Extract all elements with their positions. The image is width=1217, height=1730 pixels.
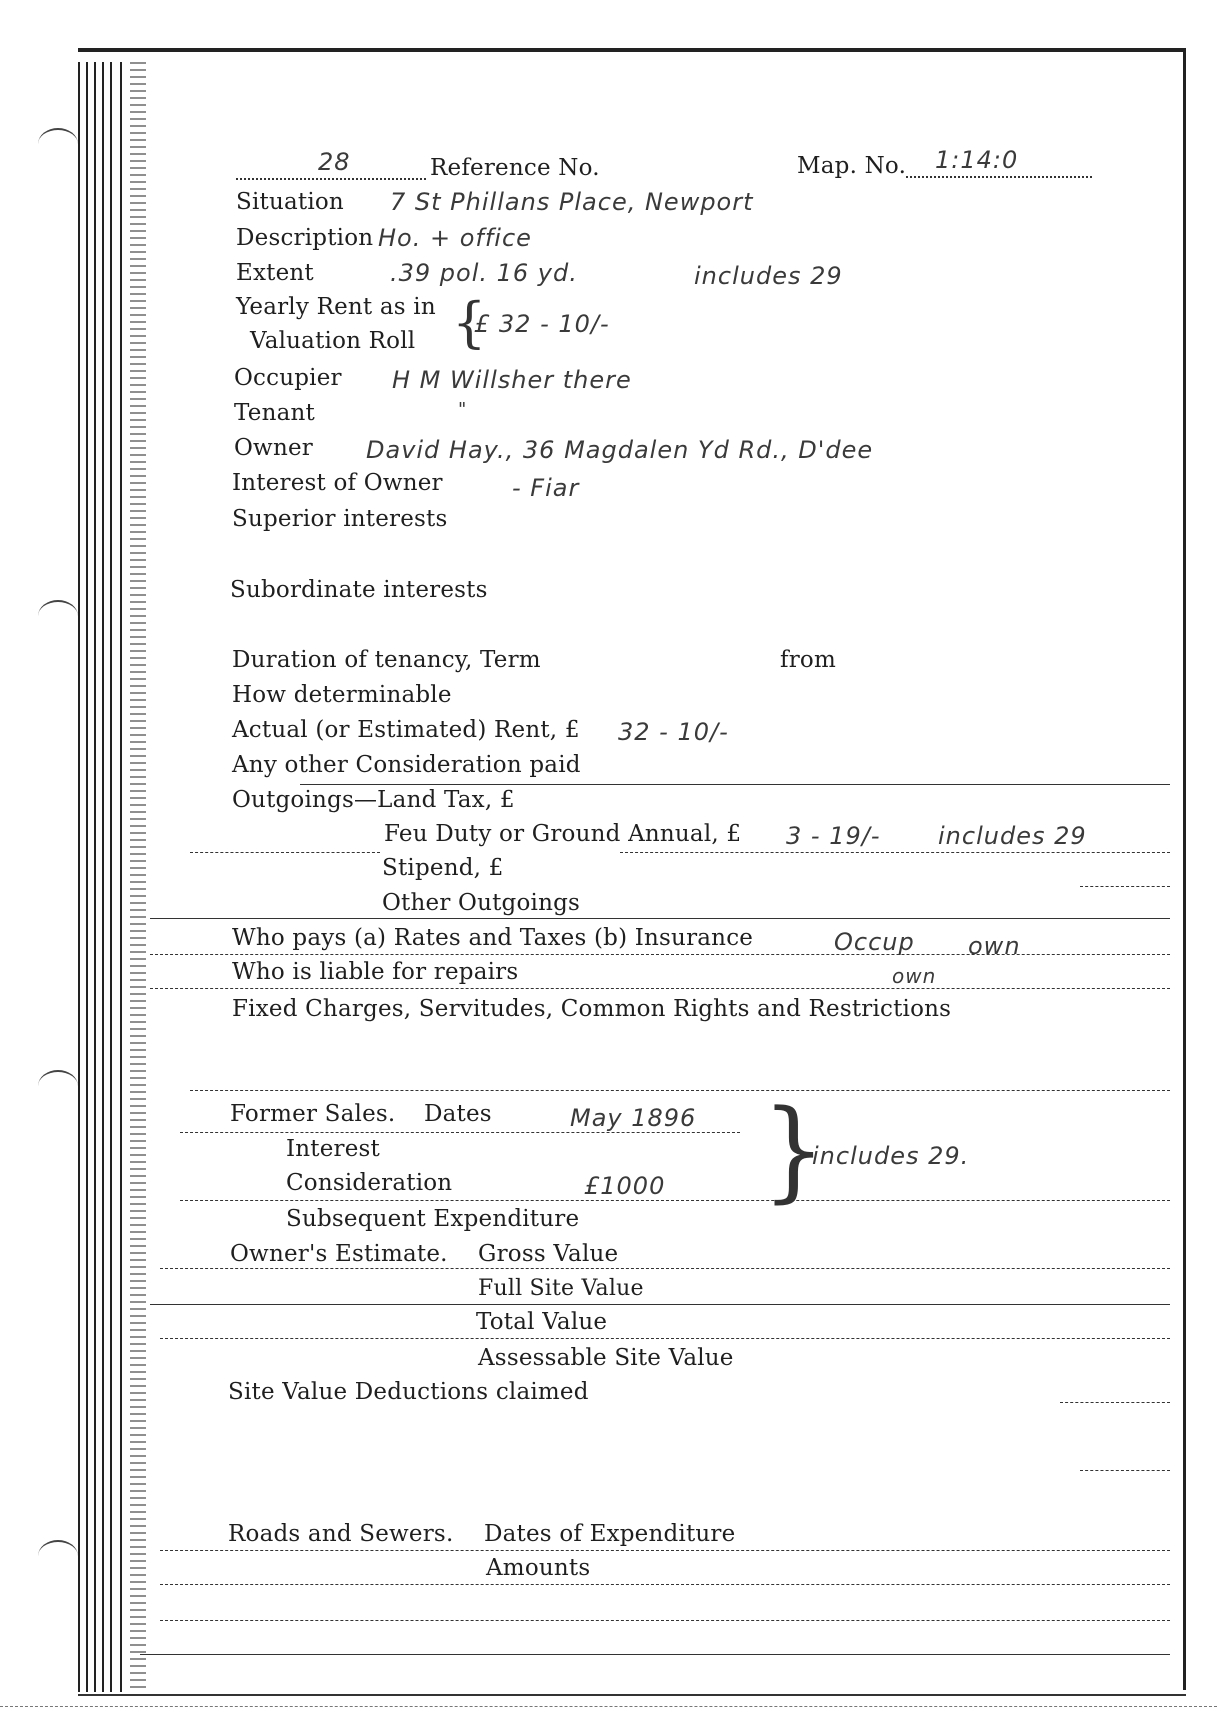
map-value: 1:14:0 xyxy=(935,146,1019,174)
page-binding xyxy=(78,62,156,1692)
extent-note: includes 29 xyxy=(694,262,843,290)
determinable-label: How determinable xyxy=(232,682,452,708)
rule-line xyxy=(150,988,1170,989)
gross-value-label: Gross Value xyxy=(478,1241,619,1267)
feu-duty-note: includes 29 xyxy=(938,822,1087,850)
sales-dates-value: May 1896 xyxy=(570,1104,697,1132)
rule-line xyxy=(620,852,1170,853)
rule-line xyxy=(190,1090,1170,1091)
page-top-edge xyxy=(78,48,1186,52)
full-site-value-label: Full Site Value xyxy=(478,1276,644,1301)
map-dotted-line xyxy=(906,176,1092,178)
sales-note: includes 29. xyxy=(812,1142,970,1170)
stipend-label: Stipend, £ xyxy=(382,855,504,881)
rule-line xyxy=(160,1338,1170,1339)
rule-line xyxy=(190,852,380,853)
other-outgoings-label: Other Outgoings xyxy=(382,890,581,916)
subordinate-interests-label: Subordinate interests xyxy=(230,577,488,603)
owner-label: Owner xyxy=(234,435,313,461)
description-label: Description xyxy=(236,225,374,251)
repairs-label: Who is liable for repairs xyxy=(232,959,519,985)
other-consideration-label: Any other Consideration paid xyxy=(232,752,581,778)
rule-line xyxy=(160,1550,1170,1551)
situation-label: Situation xyxy=(236,189,344,215)
rule-line xyxy=(1080,886,1170,887)
map-label: Map. No. xyxy=(797,153,907,179)
interest-label: Interest xyxy=(286,1136,381,1162)
duration-label: Duration of tenancy, Term xyxy=(232,647,541,673)
extent-label: Extent xyxy=(236,260,314,286)
site-deductions-label: Site Value Deductions claimed xyxy=(228,1379,589,1405)
rule-line xyxy=(300,784,1170,785)
actual-rent-label: Actual (or Estimated) Rent, £ xyxy=(232,717,580,743)
binder-ring-icon xyxy=(38,128,78,160)
reference-value: 28 xyxy=(318,148,351,176)
dates-of-expenditure-label: Dates of Expenditure xyxy=(484,1521,736,1547)
description-value: Ho. + office xyxy=(378,224,532,252)
brace-icon: { xyxy=(762,1085,826,1214)
duration-from-label: from xyxy=(780,647,836,673)
tenant-label: Tenant xyxy=(234,400,315,426)
rule-line xyxy=(180,1200,1170,1201)
who-pays-rates-value: Occup xyxy=(834,928,915,956)
feu-duty-value: 3 - 19/- xyxy=(786,822,881,850)
dates-label: Dates xyxy=(424,1101,492,1127)
feu-duty-label: Feu Duty or Ground Annual, £ xyxy=(384,821,742,847)
page-bottom-edge xyxy=(78,1694,1186,1696)
rule-line xyxy=(150,1304,1170,1305)
who-pays-label: Who pays (a) Rates and Taxes (b) Insurance xyxy=(232,925,754,951)
yearly-rent-value: £ 32 - 10/- xyxy=(474,310,610,338)
fixed-charges-label: Fixed Charges, Servitudes, Common Rights and Restrictions xyxy=(232,996,952,1022)
yearly-rent-label: Yearly Rent as in xyxy=(236,294,436,320)
rule-line xyxy=(160,1584,1170,1585)
repairs-value: own xyxy=(892,964,937,988)
rule-line xyxy=(140,1654,1170,1655)
consideration-value: £1000 xyxy=(584,1172,666,1200)
occupier-value: H M Willsher there xyxy=(392,366,632,394)
former-sales-label: Former Sales. xyxy=(230,1101,396,1127)
tenant-value: " xyxy=(458,399,468,420)
brace-icon: { xyxy=(452,291,487,354)
interest-owner-value: - Fiar xyxy=(512,474,580,502)
reference-label: Reference No. xyxy=(430,155,600,181)
superior-interests-label: Superior interests xyxy=(232,506,448,532)
rule-line xyxy=(1080,1470,1170,1471)
consideration-label: Consideration xyxy=(286,1170,453,1196)
outgoings-label: Outgoings—Land Tax, £ xyxy=(232,787,515,813)
rule-line xyxy=(150,954,1170,955)
rule-line xyxy=(160,1268,1170,1269)
rule-line xyxy=(1060,1402,1170,1403)
rule-line xyxy=(160,1620,1170,1621)
reference-dotted-line xyxy=(236,178,426,180)
actual-rent-value: 32 - 10/- xyxy=(618,718,729,746)
binder-ring-icon xyxy=(38,1070,78,1102)
subsequent-expenditure-label: Subsequent Expenditure xyxy=(286,1206,580,1232)
situation-value: 7 St Phillans Place, Newport xyxy=(390,188,754,216)
rule-line xyxy=(150,918,1170,919)
valuation-roll-label: Valuation Roll xyxy=(250,328,416,354)
page-right-edge xyxy=(1183,50,1186,1690)
roads-sewers-label: Roads and Sewers. xyxy=(228,1521,454,1547)
occupier-label: Occupier xyxy=(234,365,342,391)
assessable-site-value-label: Assessable Site Value xyxy=(478,1345,734,1371)
binder-ring-icon xyxy=(38,1540,78,1572)
owners-estimate-label: Owner's Estimate. xyxy=(230,1241,448,1267)
who-pays-insurance-value: own xyxy=(968,932,1021,960)
amounts-label: Amounts xyxy=(486,1555,591,1581)
extent-value: .39 pol. 16 yd. xyxy=(390,259,578,287)
interest-owner-label: Interest of Owner xyxy=(232,470,443,496)
rule-line xyxy=(180,1132,740,1133)
owner-value: David Hay., 36 Magdalen Yd Rd., D'dee xyxy=(366,436,874,464)
scan-bottom-edge xyxy=(0,1706,1217,1707)
binder-ring-icon xyxy=(38,600,78,632)
total-value-label: Total Value xyxy=(476,1309,608,1335)
